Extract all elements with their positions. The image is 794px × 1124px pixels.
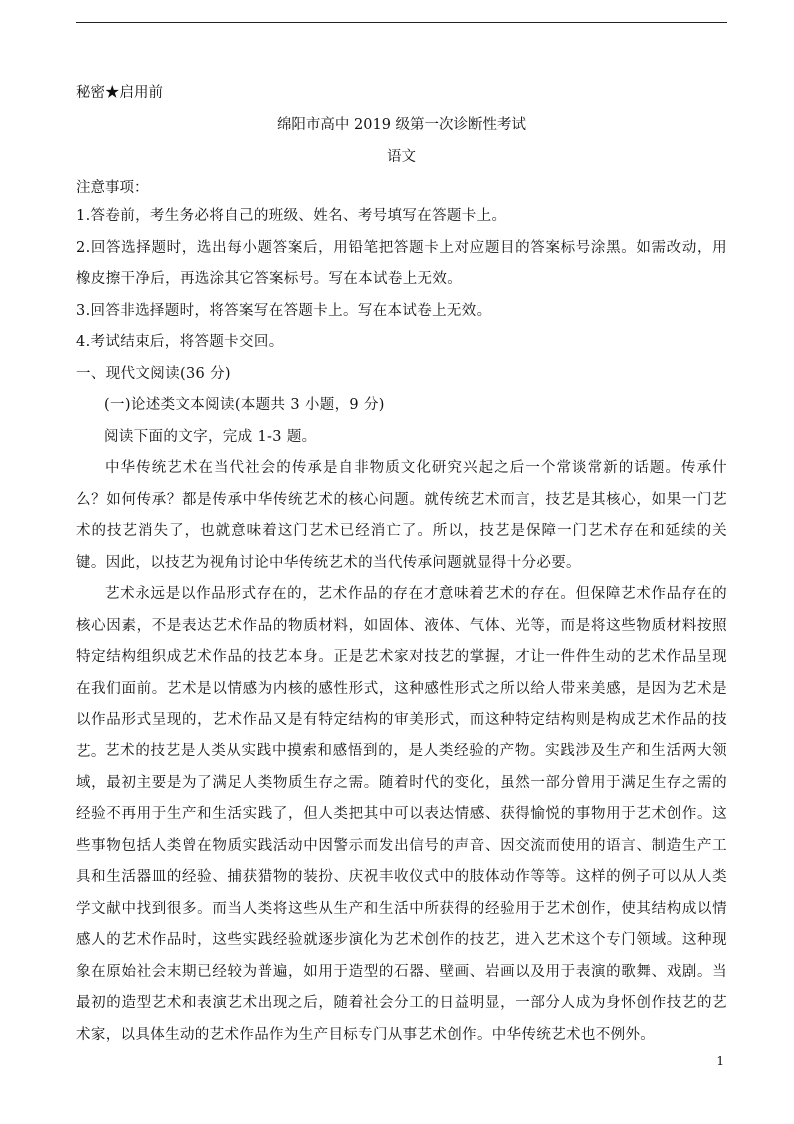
notice-title: 注意事项：: [76, 180, 149, 196]
subsection-title: (一)论述类文本阅读(本题共 3 小题，9 分): [104, 397, 385, 413]
confidential-label: 秘密★启用前: [76, 85, 163, 101]
passage-paragraph-3: 艺术的技艺是人类从实践中摸索和感悟到的，是人类经验的产物。实践涉及生产和生活两大领域，最初主要是为了满足人类物质生存之需。随着时代的变化，虽然一部分曾用于满足生存之需的经验不再用于生产和生活实践了，但人类把其中可以表达情感、获得愉悦的事物用于艺术创作。这些事物包括人类曾在物质实践活动中因警示而发出信号的声音、因交流而使用的语言、制造生产工具和生活器皿的经验、捕获猎物的装扮、庆祝丰收仪式中的肢体动作等等。这样的例子可以从人类学文献中找到很多。而当人类将这些从生产和生活中所获得的经验用于艺术创作，使其结构成以情感人的艺术作品时，这些实践经验就逐步演化为艺术创作的技艺，进入艺术这个专门领域。这种现象在原始社会末期已经较为普遍，如用于造型的石器、壁画、岩画以及用于表演的歌舞、戏剧。当最初的造型艺术和表演艺术出现之后，随着社会分工的日益明显，一部分人成为身怀创作技艺的艺术家，以具体生动的艺术作品作为生产目标专门从事艺术创作。中华传统艺术也不例外。: [76, 743, 727, 1043]
passage-paragraph-2: 艺术永远是以作品形式存在的，艺术作品的存在才意味着艺术的存在。但保障艺术作品存在的核心因素，不是表达艺术作品的物质材料，如固体、液体、气体、光等，而是将这些物质材料按照特定结构组织成艺术作品的技艺本身。正是艺术家对技艺的掌握，才让一件件生动的艺术作品呈现在我们面前。艺术是以情感为内核的感性形式，这种感性形式之所以给人带来美感，是因为艺术是以作品形式呈现的，艺术作品又是有特定结构的审美形式，而这种特定结构则是构成艺术作品的技艺。: [76, 586, 727, 760]
page-number: 1: [716, 1054, 724, 1068]
notice-item-4: 4.考试结束后，将答题卡交回。: [76, 334, 284, 350]
notice-item-1: 1.答卷前，考生务必将自己的班级、姓名、考号填写在答题卡上。: [76, 208, 507, 224]
subject-title: 语文: [387, 149, 416, 165]
reading-instruction: 阅读下面的文字，完成 1-3 题。: [104, 429, 317, 445]
section-title: 一、现代文阅读(36 分): [76, 366, 231, 382]
notice-item-3: 3.回答非选择题时，将答案写在答题卡上。写在本试卷上无效。: [76, 303, 492, 319]
header-rule: [76, 22, 727, 23]
exam-title: 绵阳市高中 2019 级第一次诊断性考试: [276, 117, 527, 133]
notice-item-2: 2.回答选择题时，选出每小题答案后，用铅笔把答题卡上对应题目的答案标号涂黑。如需改动，用橡皮擦干净后，再选涂其它答案标号。写在本试卷上无效。: [76, 240, 727, 287]
passage-paragraph-1: 中华传统艺术在当代社会的传承是自非物质文化研究兴起之后一个常谈常新的话题。传承什么？如何传承？都是传承中华传统艺术的核心问题。就传统艺术而言，技艺是其核心，如果一门艺术的技艺消失了，也就意味着这门艺术已经消亡了。所以，技艺是保障一门艺术存在和延续的关键。因此，以技艺为视角讨论中华传统艺术的当代传承问题就显得十分必要。: [76, 460, 727, 571]
